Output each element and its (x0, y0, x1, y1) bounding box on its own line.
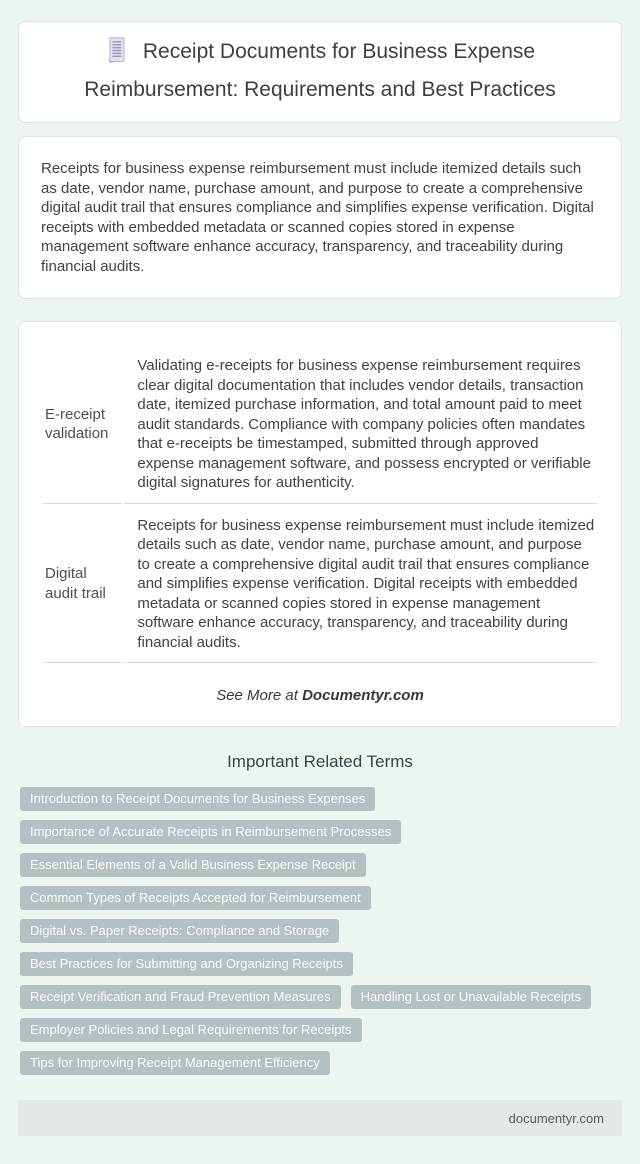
intro-paragraph: Receipts for business expense reimbursement must include itemized details such as date, vendor name, purchase amount, and purpose to create a comprehensive digital audit trail that ensures compliance and simplifies expense verification. Digital receipts with embedded metadata or scanned copies stored in expense management software enhance accuracy, transparency, and traceability during financial audits. (41, 160, 594, 275)
intro-card (18, 136, 622, 299)
definitions-table (41, 344, 599, 665)
related-term-tag[interactable]: Essential Elements of a Valid Business Expense Receipt (20, 853, 366, 877)
definition-cell: Receipts for business expense reimbursement must include itemized details such as date, vendor name, purchase amount, and purpose to create a comprehensive digital audit trail that ensures compliance and simplifies expense verification. Digital receipts with embedded metadata or scanned copies stored in expense management software enhance accuracy, transparency, and traceability during financial audits. (124, 506, 597, 664)
term-cell: E-receipt validation (43, 346, 122, 504)
footer-domain: documentyr.com (508, 1110, 604, 1126)
related-term-tag[interactable]: Importance of Accurate Receipts in Reimbursement Processes (20, 820, 401, 844)
see-more-prefix: See More at (216, 687, 303, 704)
page-title-text: Receipt Documents for Business Expense Reimbursement: Requirements and Best Practices (84, 40, 556, 101)
definition-cell: Validating e-receipts for business expense reimbursement requires clear digital documentation that includes vendor details, transaction date, itemized purchase information, and total amount paid to meet audit standards. Compliance with company policies often mandates that e-receipts be timestamped, submitted through approved expense management software, and possess encrypted or verifiable digital signatures for authenticity. (124, 346, 597, 504)
footer-bar (18, 1100, 622, 1136)
title-card (18, 21, 622, 123)
see-more-brand: Documentyr.com (302, 687, 424, 704)
related-term-tag[interactable]: Receipt Verification and Fraud Prevention Measures (20, 985, 341, 1009)
related-term-tag[interactable]: Employer Policies and Legal Requirements for Receipts (20, 1018, 362, 1042)
related-terms-list (18, 787, 622, 1075)
related-term-tag[interactable]: Handling Lost or Unavailable Receipts (351, 985, 591, 1009)
related-term-tag[interactable]: Best Practices for Submitting and Organizing Receipts (20, 952, 353, 976)
receipt-icon (105, 36, 128, 74)
page-title (63, 36, 577, 106)
related-term-tag[interactable]: Digital vs. Paper Receipts: Compliance and Storage (20, 919, 339, 943)
term-cell: Digital audit trail (43, 506, 122, 664)
related-term-tag[interactable]: Common Types of Receipts Accepted for Reimbursement (20, 886, 371, 910)
table-row (43, 506, 597, 664)
related-terms-heading: Important Related Terms (227, 752, 413, 771)
related-term-tag[interactable]: Tips for Improving Receipt Management Efficiency (20, 1051, 330, 1075)
related-term-tag[interactable]: Introduction to Receipt Documents for Business Expenses (20, 787, 375, 811)
table-row (43, 346, 597, 504)
definitions-card (18, 321, 622, 727)
see-more-note (41, 687, 599, 704)
